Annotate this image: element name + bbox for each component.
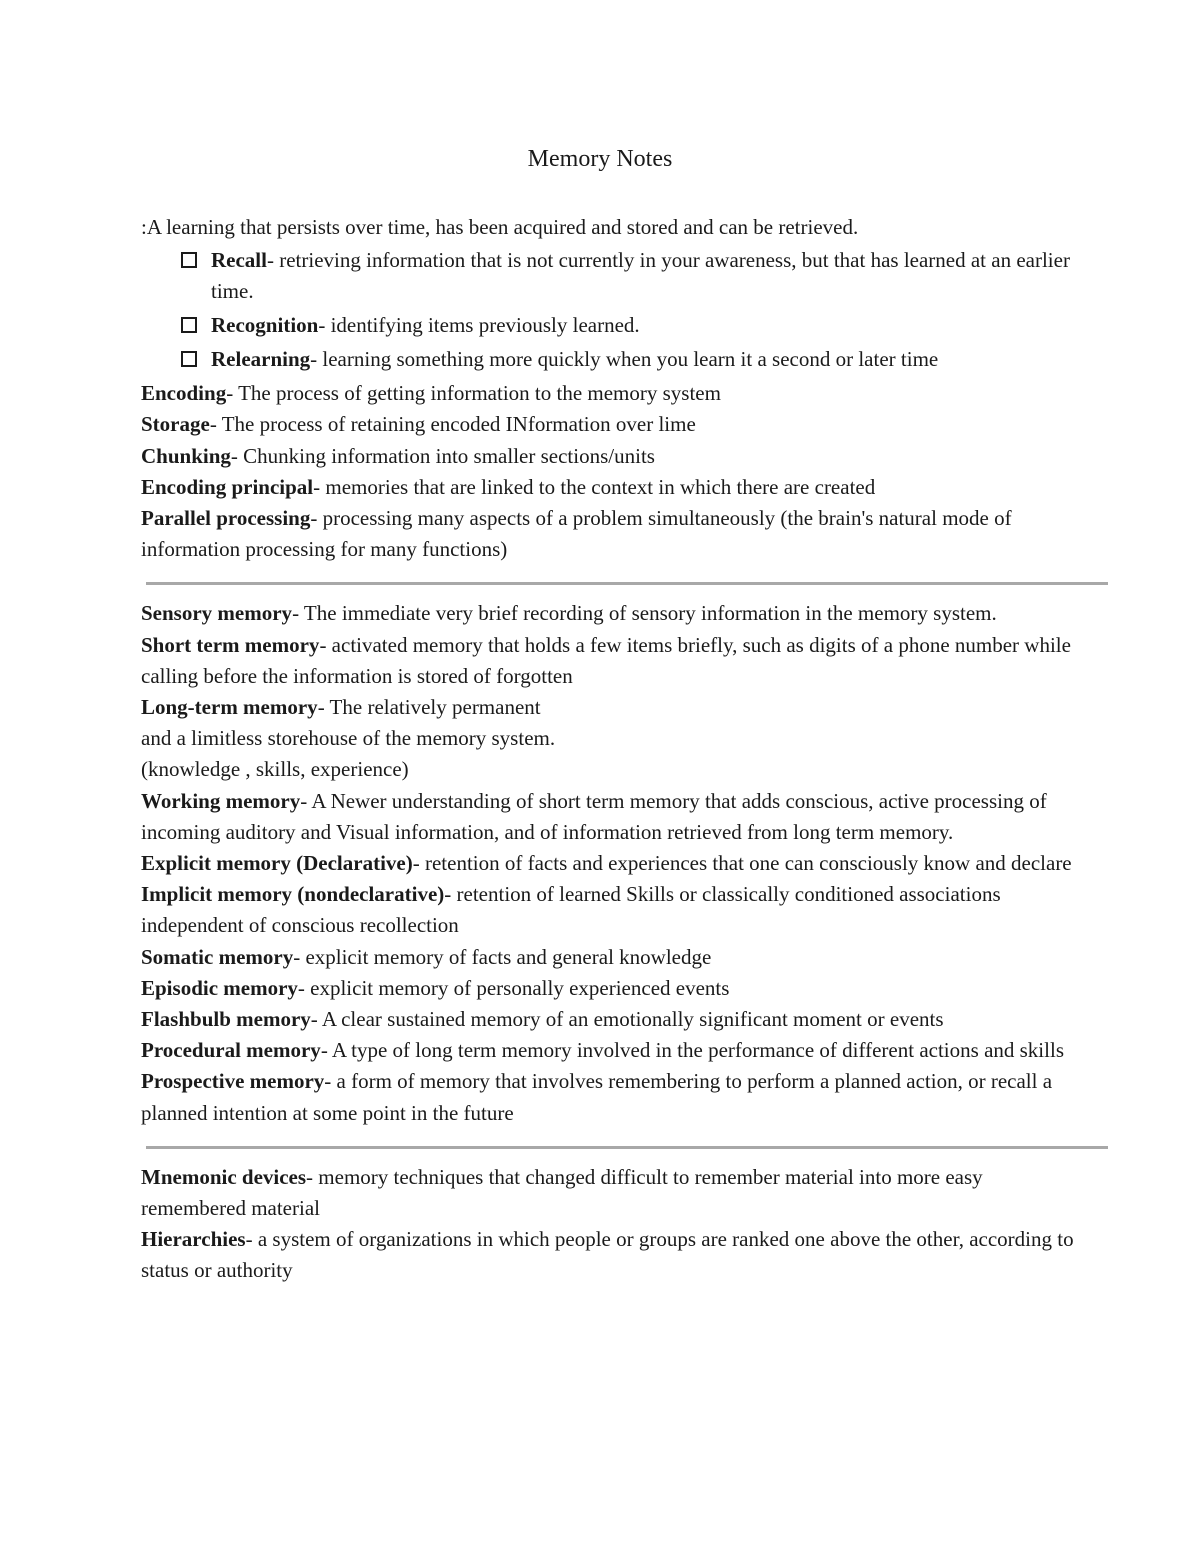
term: Storage <box>141 412 210 437</box>
horizontal-divider <box>146 582 1108 585</box>
checklist-item-recognition <box>141 310 1081 341</box>
definition: - memory techniques that changed difficult to remember material into more easy remembered material <box>141 1164 983 1221</box>
term: Somatic memory <box>141 944 294 969</box>
definition: - identifying items previously learned. <box>318 313 640 338</box>
section-encoding-terms <box>141 378 1081 565</box>
definition-entry <box>141 1004 1081 1035</box>
definition: - The relatively permanent <box>317 695 541 720</box>
section-memory-techniques <box>141 1162 1081 1287</box>
term: Relearning <box>211 347 311 372</box>
definition-entry <box>141 472 1081 503</box>
definition-entry <box>141 973 1081 1004</box>
checkbox-icon[interactable] <box>181 252 197 268</box>
definition: - retrieving information that is not currently in your awareness, but that has learned at an earlier time. <box>211 248 1070 304</box>
document-body <box>141 212 1081 1287</box>
definition: - A type of long term memory involved in the performance of different actions and skills <box>320 1038 1064 1063</box>
definition: - A Newer understanding of short term memory that adds conscious, active processing of incoming auditory and Visual information, and of information retrieved from long term memory. <box>141 788 1047 844</box>
term: Short term memory <box>141 632 320 657</box>
definition: - The process of retaining encoded INformation over lime <box>209 412 696 437</box>
definition: - a system of organizations in which people or groups are ranked one above the other, according to status or authority <box>141 1227 1074 1283</box>
definition: - retention of learned Skills or classically conditioned associations independent of conscious recollection <box>141 882 1001 938</box>
checkbox-icon[interactable] <box>181 317 197 333</box>
term: Chunking <box>141 443 231 468</box>
definition-entry <box>141 1066 1081 1128</box>
definition-entry <box>141 786 1081 848</box>
definition-entry <box>141 879 1081 941</box>
definition: - a form of memory that involves remembering to perform a planned action, or recall a planned intention at some point in the future <box>141 1069 1053 1125</box>
definition-entry <box>141 598 1081 629</box>
definition-entry <box>141 409 1081 440</box>
definition-entry <box>141 630 1081 692</box>
definition-entry <box>141 1035 1081 1066</box>
definition-continuation: and a limitless storehouse of the memory system. <box>141 726 556 751</box>
term: Encoding <box>141 381 227 406</box>
definition: - processing many aspects of a problem simultaneously (the brain's natural mode of information processing for many functions) <box>141 506 1012 562</box>
term: Encoding principal <box>141 474 314 499</box>
memory-process-checklist <box>141 245 1081 375</box>
checklist-item-relearning <box>141 344 1081 375</box>
term: Long-term memory <box>141 695 318 720</box>
term: Mnemonic devices <box>141 1164 307 1189</box>
definition-entry <box>141 378 1081 409</box>
horizontal-divider <box>146 1146 1108 1149</box>
term: Prospective memory <box>141 1069 325 1094</box>
checklist-item-recall <box>141 245 1081 307</box>
term: Recall <box>211 248 267 273</box>
definition-entry <box>141 848 1081 879</box>
definition: - activated memory that holds a few items briefly, such as digits of a phone number while calling before the information is stored of forgotten <box>141 632 1071 688</box>
section-memory-types <box>141 598 1081 1128</box>
definition-entry <box>141 1224 1081 1286</box>
term: Sensory memory <box>141 601 293 626</box>
term: Flashbulb memory <box>141 1007 311 1032</box>
intro-definition: :A learning that persists over time, has been acquired and stored and can be retrieved. <box>141 215 859 239</box>
definition: - retention of facts and experiences that one can consciously know and declare <box>412 851 1072 876</box>
definition-entry <box>141 942 1081 973</box>
page-title: Memory Notes <box>527 146 673 172</box>
term: Explicit memory (Declarative) <box>141 851 413 876</box>
definition-entry <box>141 1162 1081 1224</box>
definition: - memories that are linked to the context in which there are created <box>313 474 876 499</box>
definition: - Chunking information into smaller sections/units <box>230 443 655 468</box>
checkbox-icon[interactable] <box>181 351 197 367</box>
definition-entry <box>141 692 1081 723</box>
term: Working memory <box>141 788 301 813</box>
term: Recognition <box>211 313 319 338</box>
term: Episodic memory <box>141 975 298 1000</box>
term: Hierarchies <box>141 1227 246 1252</box>
definition: - explicit memory of facts and general knowledge <box>293 944 712 969</box>
definition-entry <box>141 503 1081 565</box>
definition: - The process of getting information to the memory system <box>226 381 721 406</box>
definition: - learning something more quickly when you learn it a second or later time <box>310 347 939 372</box>
definition: - explicit memory of personally experienced events <box>297 975 730 1000</box>
term: Implicit memory (nondeclarative) <box>141 882 445 907</box>
definition: - The immediate very brief recording of sensory information in the memory system. <box>292 601 997 626</box>
definition: - A clear sustained memory of an emotionally significant moment or events <box>310 1007 944 1032</box>
definition-continuation: (knowledge , skills, experience) <box>141 757 409 782</box>
definition-entry <box>141 441 1081 472</box>
term: Parallel processing <box>141 506 311 531</box>
term: Procedural memory <box>141 1038 321 1063</box>
